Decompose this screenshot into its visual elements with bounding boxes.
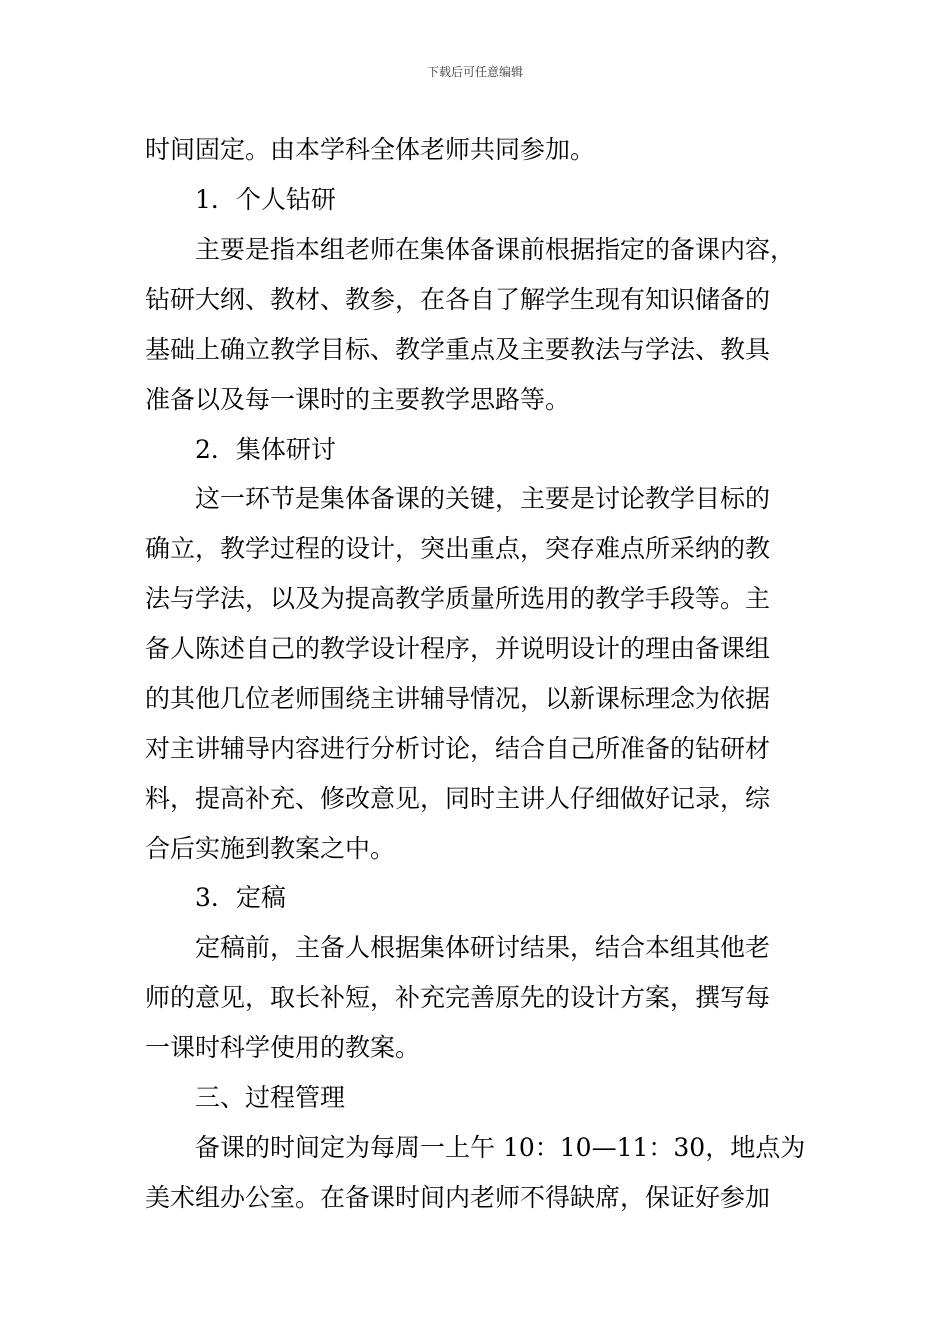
text-line: 主要是指本组老师在集体备课前根据指定的备课内容， — [195, 235, 796, 264]
section-heading-group-discussion: 2．集体研讨 — [195, 435, 336, 464]
section-heading-finalize: 3．定稿 — [195, 883, 286, 912]
text-line: 美术组办公室。在备课时间内老师不得缺席，保证好参加 — [145, 1183, 771, 1212]
text-line: 一课时科学使用的教案。 — [145, 1033, 421, 1062]
text-line: 合后实施到教案之中。 — [145, 834, 396, 863]
text-line: 定稿前，主备人根据集体研讨结果，结合本组其他老 — [195, 933, 771, 962]
text-line: 钻研大纲、教材、教参，在各自了解学生现有知识储备的 — [145, 285, 771, 314]
text-line: 对主讲辅导内容进行分析讨论，结合自己所准备的钻研材 — [145, 734, 771, 763]
page-header: 下载后可任意编辑 — [426, 65, 523, 79]
text-line: 这一环节是集体备课的关键，主要是讨论教学目标的 — [195, 484, 771, 513]
text-line: 准备以及每一课时的主要教学思路等。 — [145, 385, 571, 414]
text-line: 时间固定。由本学科全体老师共同参加。 — [145, 135, 596, 164]
section-heading-process-management: 三、过程管理 — [195, 1083, 346, 1112]
text-line: 法与学法，以及为提高教学质量所选用的教学手段等。主 — [145, 584, 771, 613]
section-heading-personal-study: 1．个人钻研 — [195, 185, 336, 214]
text-line: 确立，教学过程的设计，突出重点，突存难点所采纳的教 — [145, 534, 771, 563]
text-line: 料，提高补充、修改意见，同时主讲人仔细做好记录，综 — [145, 784, 771, 813]
text-line: 的其他几位老师围绕主讲辅导情况，以新课标理念为依据 — [145, 684, 771, 713]
text-line: 备人陈述自己的教学设计程序，并说明设计的理由备课组 — [145, 634, 771, 663]
text-line: 基础上确立教学目标、教学重点及主要教法与学法、教具 — [145, 335, 771, 364]
text-line: 师的意见，取长补短，补充完善原先的设计方案，撰写每 — [145, 983, 771, 1012]
text-line: 备课的时间定为每周一上午 10：10—11：30，地点为 — [195, 1133, 806, 1162]
